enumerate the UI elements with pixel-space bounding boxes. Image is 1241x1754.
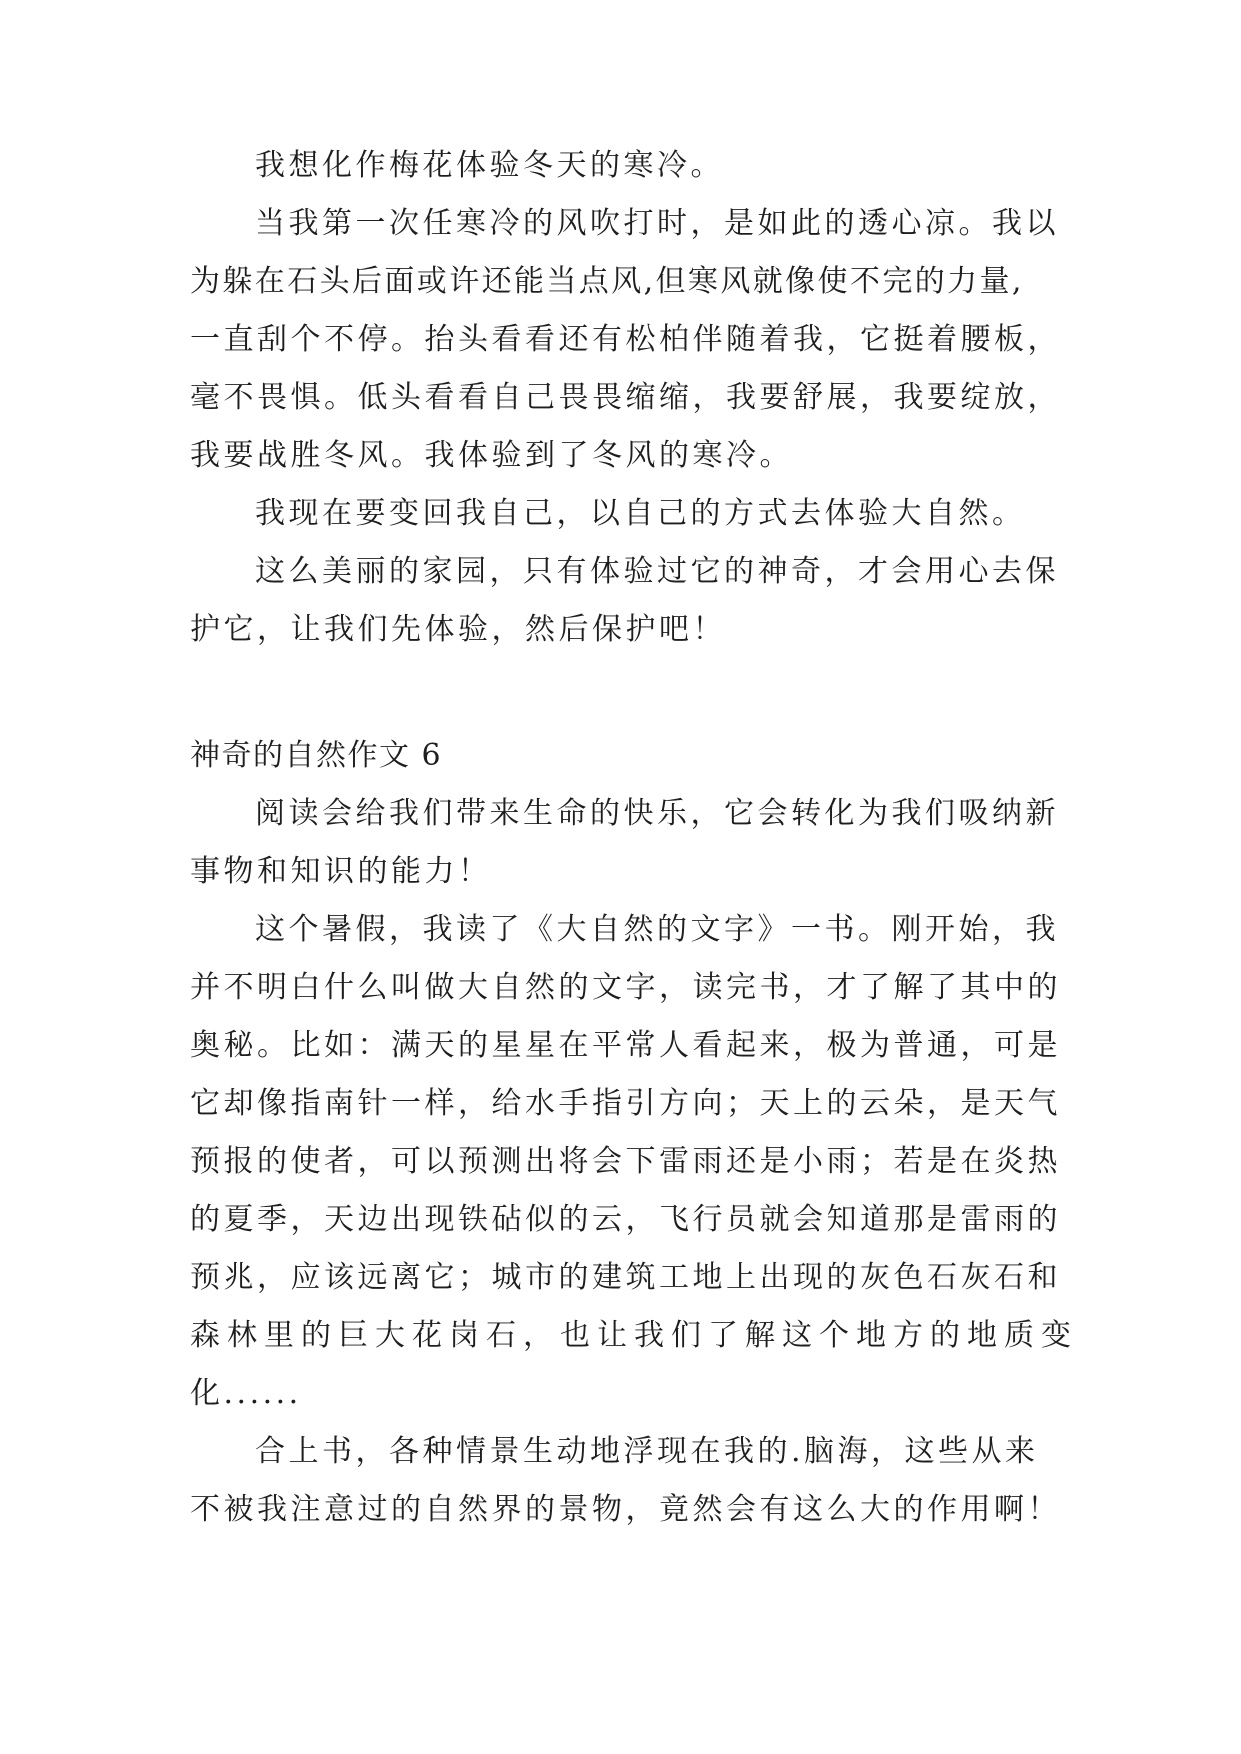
text-line: 预兆，应该远离它；城市的建筑工地上出现的灰色石灰石和 (190, 1260, 1061, 1295)
text-line: 预报的使者，可以预测出将会下雷雨还是小雨；若是在炎热 (190, 1144, 1061, 1179)
text-line: 化...... (190, 1376, 302, 1411)
text-line: 它却像指南针一样，给水手指引方向；天上的云朵，是天气 (190, 1086, 1061, 1121)
text-line: 阅读会给我们带来生命的快乐，它会转化为我们吸纳新 (255, 796, 1059, 831)
section-title: 神奇的自然作文 6 (190, 738, 443, 773)
text-line: 这个暑假，我读了《大自然的文字》一书。刚开始，我 (255, 912, 1059, 947)
text-line: 一直刮个不停。抬头看看还有松柏伴随着我，它挺着腰板， (190, 322, 1061, 357)
text-line: 毫不畏惧。低头看看自己畏畏缩缩，我要舒展，我要绽放， (190, 380, 1061, 415)
text-line: 并不明白什么叫做大自然的文字，读完书，才了解了其中的 (190, 970, 1061, 1005)
text-line: 不被我注意过的自然界的景物，竟然会有这么大的作用啊！ (190, 1492, 1061, 1527)
text-line: 这么美丽的家园，只有体验过它的神奇，才会用心去保 (255, 554, 1059, 589)
text-line: 为躲在石头后面或许还能当点风,但寒风就像使不完的力量, (190, 264, 1024, 299)
text-line: 奥秘。比如：满天的星星在平常人看起来，极为普通，可是 (190, 1028, 1061, 1063)
text-line: 我现在要变回我自己，以自己的方式去体验大自然。 (255, 496, 1026, 531)
text-line: 护它，让我们先体验，然后保护吧！ (190, 612, 726, 647)
text-line: 森林里的巨大花岗石，也让我们了解这个地方的地质变 (190, 1318, 1078, 1353)
text-line: 我想化作梅花体验冬天的寒冷。 (255, 148, 724, 183)
text-line: 合上书，各种情景生动地浮现在我的.脑海，这些从来 (255, 1434, 1039, 1469)
text-line: 事物和知识的能力！ (190, 854, 492, 889)
text-line: 我要战胜冬风。我体验到了冬风的寒冷。 (190, 438, 793, 473)
text-line: 的夏季，天边出现铁砧似的云，飞行员就会知道那是雷雨的 (190, 1202, 1061, 1237)
text-line: 当我第一次任寒冷的风吹打时，是如此的透心凉。我以 (255, 206, 1059, 241)
